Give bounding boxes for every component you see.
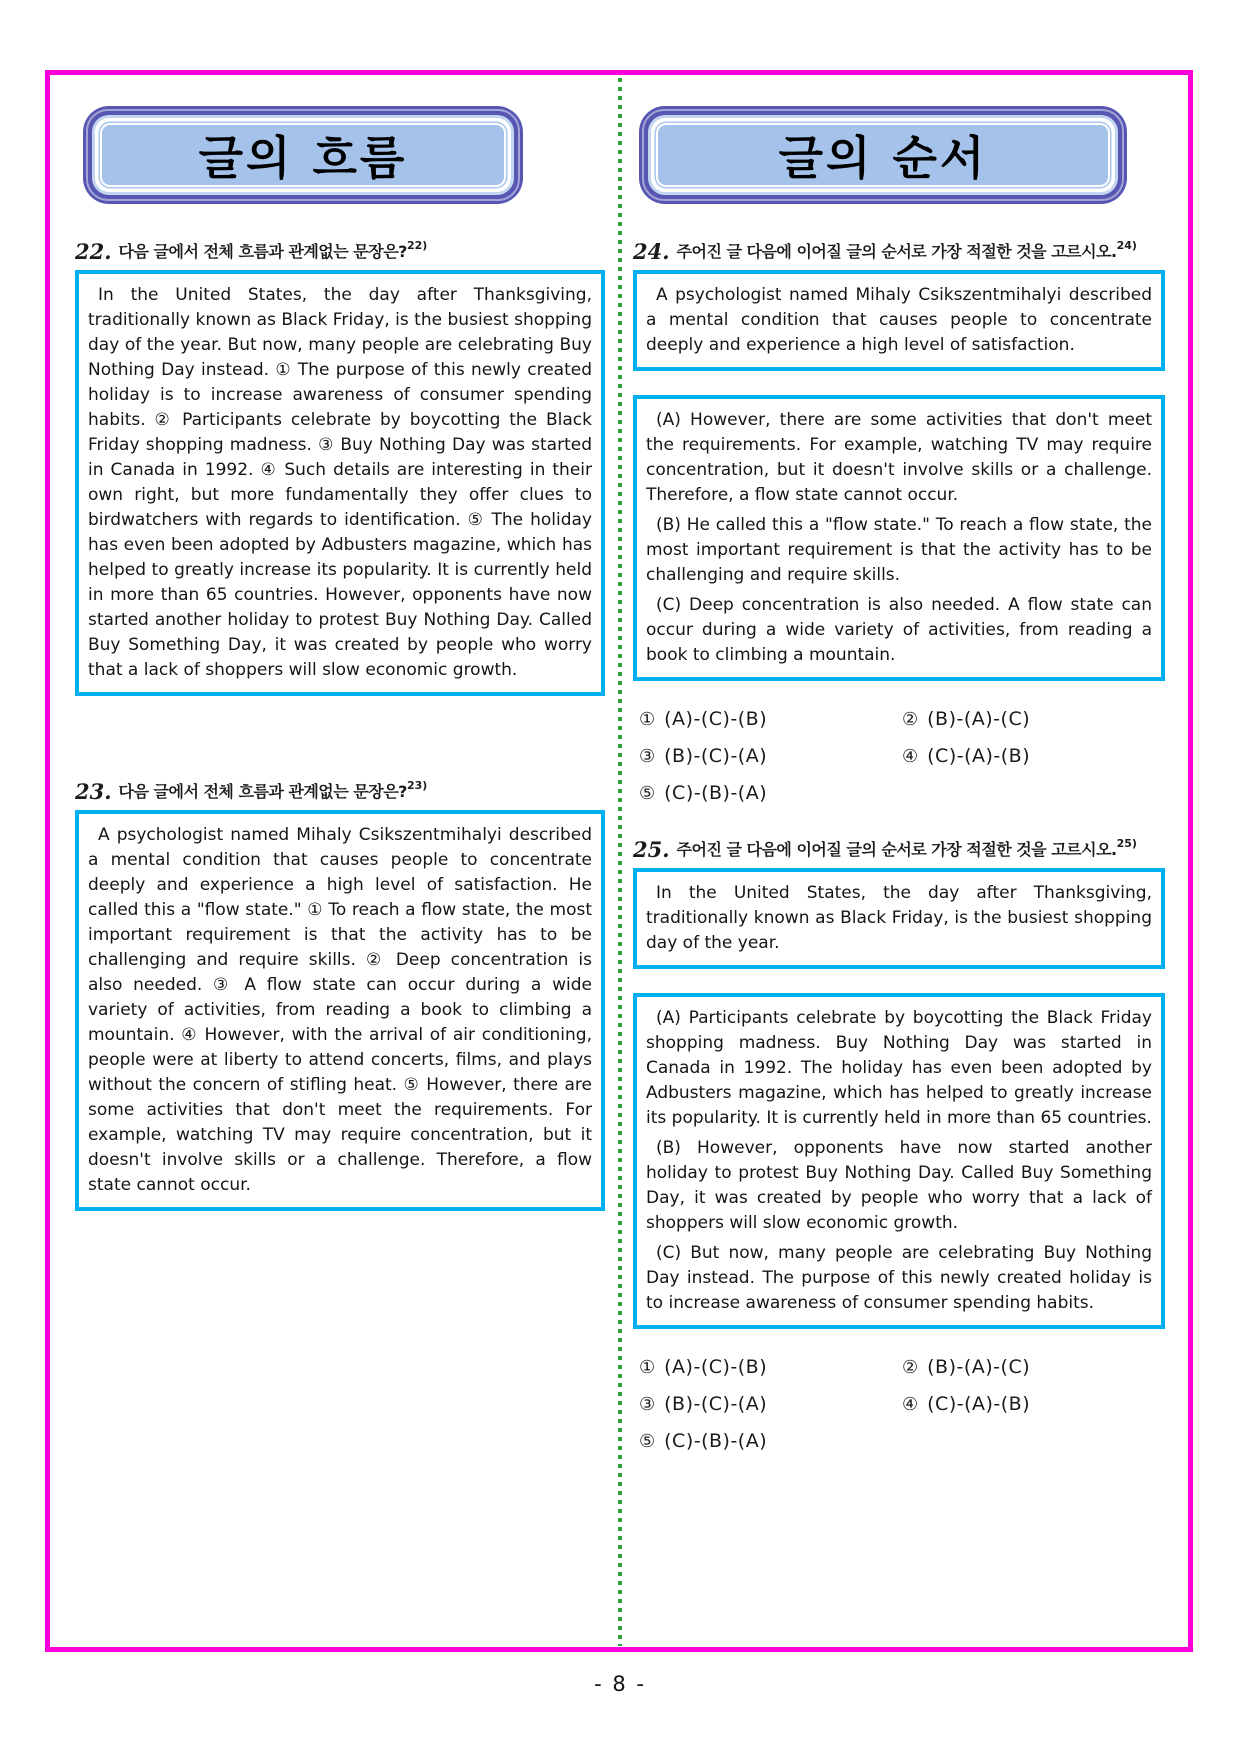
question-23-number: 23. bbox=[75, 779, 112, 804]
paragraph-a-q24: (A) However, there are some activities that don't meet the requirements. For example, watching TV may require concentration, but it doesn't involve skills or a challenge. Therefore, a flow state cannot occur. bbox=[646, 410, 1152, 505]
right-column bbox=[633, 95, 1165, 1456]
section-title-flow: 글의 흐름 bbox=[102, 125, 504, 185]
question-23-prompt: 다음 글에서 전체 흐름과 관계없는 문장은? bbox=[118, 782, 407, 801]
question-22-header bbox=[75, 240, 605, 264]
question-24-header bbox=[633, 240, 1165, 264]
circled-4-icon: ④ bbox=[902, 1394, 919, 1415]
circled-2-icon: ② bbox=[902, 1357, 919, 1378]
column-divider bbox=[618, 78, 622, 1646]
question-22-prompt: 다음 글에서 전체 흐름과 관계없는 문장은? bbox=[118, 242, 407, 261]
question-25-number: 25. bbox=[633, 837, 670, 862]
option-q25-5: ⑤ (C)-(B)-(A) bbox=[639, 1427, 902, 1456]
given-box-q25 bbox=[633, 868, 1165, 969]
given-text-q25: In the United States, the day after Thanksgiving, traditionally known as Black Friday, is the busiest shopping day of the year. bbox=[646, 883, 1152, 953]
question-23-header bbox=[75, 780, 605, 804]
passage-text-q22: In the United States, the day after Thanksgiving, traditionally known as Black Friday, is the busiest shopping day of the year. But now, many people are celebrating Buy Nothing Day instead. ① The purpose of this newly created holiday is to increase awareness of consumer spending habits. ② Participants celebrate by boycotting the Black Friday shopping madness. ③ Buy Nothing Day was started in Canada in 1992. ④ Such details are interesting in their own right, but more fundamentally they offer clues to birdwatchers with regards to identification. ⑤ The holiday has even been adopted by Adbusters magazine, which has helped to greatly increase its popularity. It is currently held in more than 65 countries. However, opponents have now started another holiday to protest Buy Nothing Day. Called Buy Something Day, it was created by people who worry that a lack of shoppers will slow economic growth. bbox=[88, 285, 592, 680]
circled-4-icon: ④ bbox=[902, 746, 919, 767]
option-q24-4: ④ (C)-(A)-(B) bbox=[902, 742, 1165, 771]
question-25-prompt: 주어진 글 다음에 이어질 글의 순서로 가장 적절한 것을 고르시오. bbox=[676, 840, 1117, 859]
option-q25-2: ② (B)-(A)-(C) bbox=[902, 1353, 1165, 1382]
question-22-footnote: 22) bbox=[406, 239, 428, 252]
page-number: - 8 - bbox=[594, 1672, 646, 1696]
question-22-number: 22. bbox=[75, 239, 112, 264]
given-box-q24 bbox=[633, 270, 1165, 371]
question-25-footnote: 25) bbox=[1116, 837, 1137, 850]
given-text-q24: A psychologist named Mihaly Csikszentmihalyi described a mental condition that causes people to concentrate deeply and experience a high level of satisfaction. bbox=[646, 285, 1152, 355]
circled-3-icon: ③ bbox=[639, 746, 656, 767]
circled-1-icon: ① bbox=[639, 709, 656, 730]
ordering-paragraphs-box-q24 bbox=[633, 395, 1165, 681]
paragraph-b-q24: (B) He called this a "flow state." To reach a flow state, the most important requirement is that the activity has to be challenging and require skills. bbox=[646, 515, 1152, 585]
answer-options-q24 bbox=[633, 705, 1165, 808]
passage-box-q23 bbox=[75, 810, 605, 1211]
passage-text-q23: A psychologist named Mihaly Csikszentmihalyi described a mental condition that causes people to concentrate deeply and experience a high level of satisfaction. He called this a "flow state." ① To reach a flow state, the most important requirement is that the activity has to be challenging and require skills. ② Deep concentration is also needed. ③ A flow state can occur during a wide variety of activities, from reading a book to climbing a mountain. ④ However, with the arrival of air conditioning, people were at liberty to attend concerts, films, and plays without the concern of stifling heat. ⑤ However, there are some activities that don't meet the requirements. For example, watching TV may require concentration, but it doesn't involve skills or a challenge. Therefore, a flow state cannot occur. bbox=[88, 825, 592, 1195]
passage-box-q22 bbox=[75, 270, 605, 696]
option-q24-5: ⑤ (C)-(B)-(A) bbox=[639, 779, 902, 808]
paragraph-c-q24: (C) Deep concentration is also needed. A flow state can occur during a wide variety of activities, from reading a book to climbing a mountain. bbox=[646, 595, 1152, 665]
section-title-order: 글의 순서 bbox=[658, 125, 1108, 185]
paragraph-b-q25: (B) However, opponents have now started another holiday to protest Buy Nothing Day. Called Buy Something Day, it was created by people who worry that a lack of shoppers will slow economic growth. bbox=[646, 1138, 1152, 1233]
paragraph-c-q25: (C) But now, many people are celebrating Buy Nothing Day instead. The purpose of this newly created holiday is to increase awareness of consumer spending habits. bbox=[646, 1243, 1152, 1313]
question-23-footnote: 23) bbox=[406, 779, 428, 792]
option-q24-3: ③ (B)-(C)-(A) bbox=[639, 742, 902, 771]
option-q24-1: ① (A)-(C)-(B) bbox=[639, 705, 902, 734]
option-q25-4: ④ (C)-(A)-(B) bbox=[902, 1390, 1165, 1419]
question-24-footnote: 24) bbox=[1116, 239, 1137, 252]
ordering-paragraphs-box-q25 bbox=[633, 993, 1165, 1329]
option-q25-3: ③ (B)-(C)-(A) bbox=[639, 1390, 902, 1419]
answer-options-q25 bbox=[633, 1353, 1165, 1456]
left-column bbox=[75, 95, 605, 1211]
circled-5-icon: ⑤ bbox=[639, 1431, 656, 1452]
circled-3-icon: ③ bbox=[639, 1394, 656, 1415]
question-24-number: 24. bbox=[633, 239, 670, 264]
paragraph-a-q25: (A) Participants celebrate by boycotting the Black Friday shopping madness. Buy Nothing Day was started in Canada in 1992. The holiday has even been adopted by Adbusters magazine, which has helped to greatly increase its popularity. It is currently held in more than 65 countries. bbox=[646, 1008, 1152, 1128]
question-25-header bbox=[633, 838, 1165, 862]
section-banner-order bbox=[639, 106, 1127, 204]
question-24-prompt: 주어진 글 다음에 이어질 글의 순서로 가장 적절한 것을 고르시오. bbox=[676, 242, 1117, 261]
option-q24-2: ② (B)-(A)-(C) bbox=[902, 705, 1165, 734]
option-q25-1: ① (A)-(C)-(B) bbox=[639, 1353, 902, 1382]
circled-2-icon: ② bbox=[902, 709, 919, 730]
circled-5-icon: ⑤ bbox=[639, 783, 656, 804]
section-banner-flow bbox=[83, 106, 523, 204]
circled-1-icon: ① bbox=[639, 1357, 656, 1378]
